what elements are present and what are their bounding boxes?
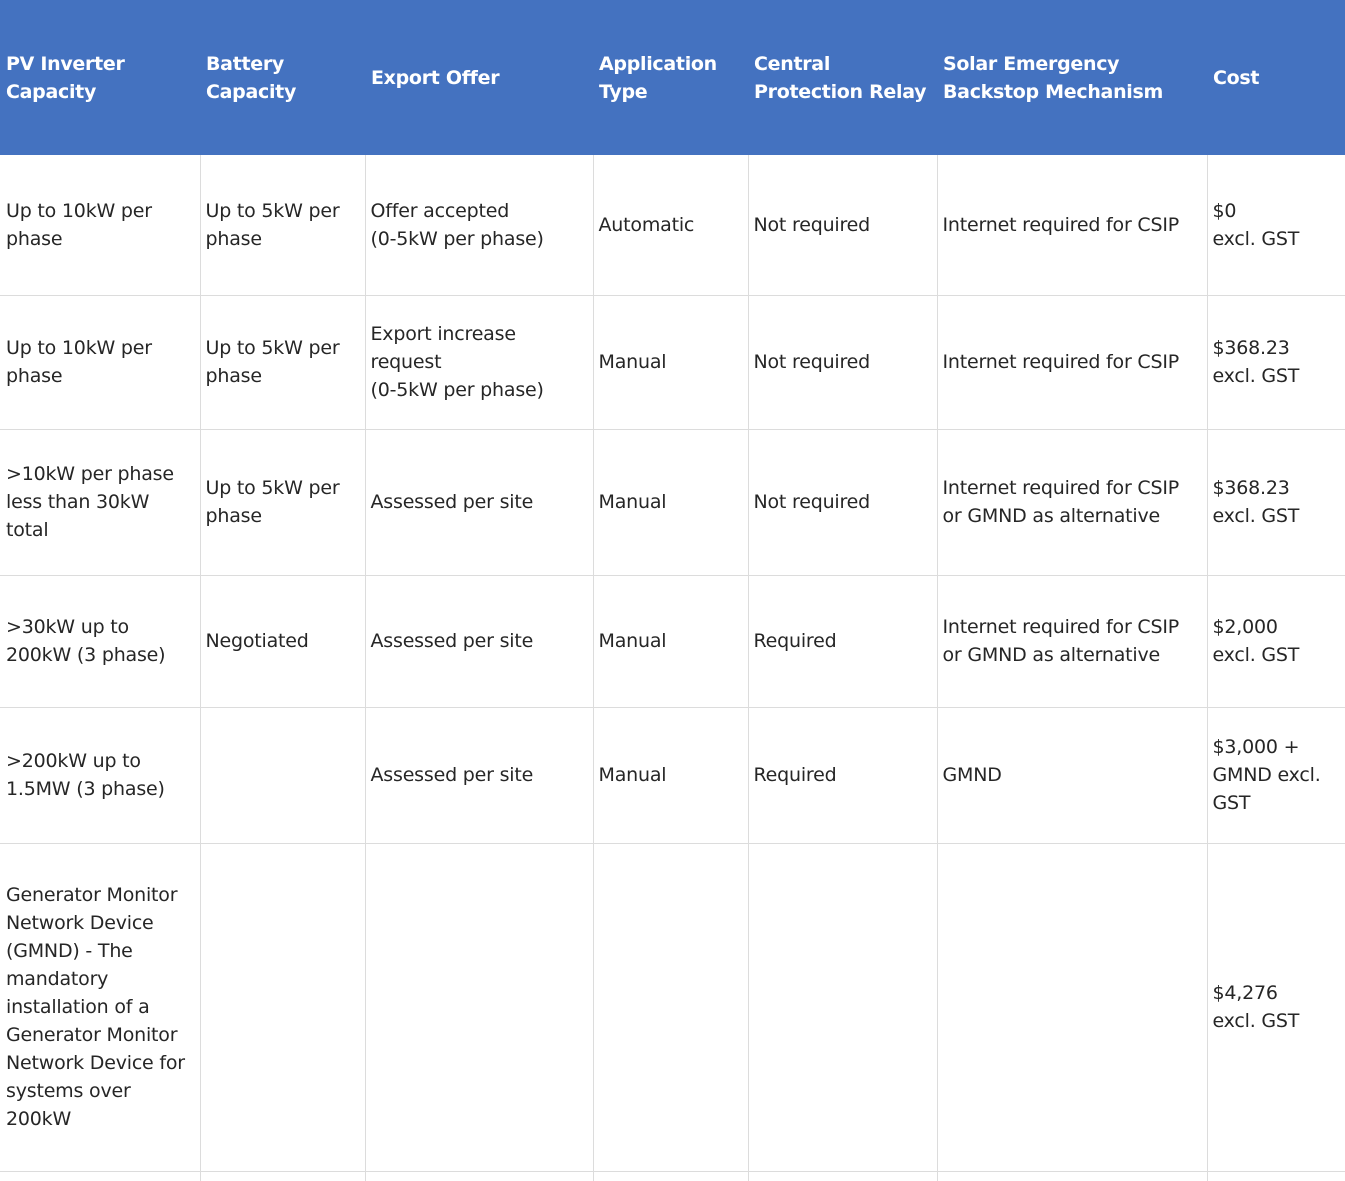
cell-cost: $368.23 excl. GST — [1207, 429, 1345, 575]
cell-pv-inverter-capacity: Generator Monitor Network Device (GMND) - The mandatory installation of a Generator Monitor Network Device for systems over 200kW — [0, 843, 200, 1171]
cell-application-type — [593, 843, 748, 1171]
header-battery-capacity: Battery Capacity — [200, 0, 365, 155]
cell-battery-capacity: Up to 5kW per phase — [200, 295, 365, 429]
table-row — [0, 1171, 1345, 1181]
cell-central-protection-relay: Not required — [748, 295, 937, 429]
cell-application-type: Manual — [593, 429, 748, 575]
table-body — [0, 155, 1345, 1181]
table-row — [0, 295, 1345, 429]
cell-central-protection-relay: Not required — [748, 429, 937, 575]
header-solar-emergency-backstop: Solar Emergency Backstop Mechanism — [937, 0, 1207, 155]
cell-export-offer — [365, 1171, 593, 1181]
cell-cost — [1207, 1171, 1345, 1181]
cell-battery-capacity — [200, 707, 365, 843]
cell-central-protection-relay: Required — [748, 707, 937, 843]
cell-cost: $0 excl. GST — [1207, 155, 1345, 295]
cell-application-type: Manual — [593, 575, 748, 707]
cell-battery-capacity — [200, 843, 365, 1171]
cell-export-offer: Assessed per site — [365, 575, 593, 707]
cell-central-protection-relay — [748, 1171, 937, 1181]
cell-cost: $2,000 excl. GST — [1207, 575, 1345, 707]
table-row — [0, 843, 1345, 1171]
cell-cost: $3,000 + GMND excl. GST — [1207, 707, 1345, 843]
cell-battery-capacity: Up to 5kW per phase — [200, 429, 365, 575]
header-pv-inverter-capacity: PV Inverter Capacity — [0, 0, 200, 155]
cell-solar-emergency-backstop: Internet required for CSIP — [937, 295, 1207, 429]
cell-pv-inverter-capacity: Up to 10kW per phase — [0, 155, 200, 295]
cell-central-protection-relay — [748, 843, 937, 1171]
cell-cost: $4,276 excl. GST — [1207, 843, 1345, 1171]
table-row — [0, 155, 1345, 295]
cell-central-protection-relay: Not required — [748, 155, 937, 295]
header-application-type: Application Type — [593, 0, 748, 155]
header-cost: Cost — [1207, 0, 1345, 155]
cell-application-type: Automatic — [593, 155, 748, 295]
cell-battery-capacity: Negotiated — [200, 575, 365, 707]
cell-solar-emergency-backstop — [937, 843, 1207, 1171]
header-row — [0, 0, 1345, 155]
cell-pv-inverter-capacity: >10kW per phase less than 30kW total — [0, 429, 200, 575]
cell-export-offer — [365, 843, 593, 1171]
cell-solar-emergency-backstop: Internet required for CSIP or GMND as alternative — [937, 429, 1207, 575]
cell-cost: $368.23 excl. GST — [1207, 295, 1345, 429]
table-header — [0, 0, 1345, 155]
cell-application-type: Manual — [593, 707, 748, 843]
cell-solar-emergency-backstop: Internet required for CSIP — [937, 155, 1207, 295]
cell-export-offer: Assessed per site — [365, 429, 593, 575]
cell-pv-inverter-capacity — [0, 1171, 200, 1181]
cell-export-offer: Assessed per site — [365, 707, 593, 843]
cell-pv-inverter-capacity: >200kW up to 1.5MW (3 phase) — [0, 707, 200, 843]
cell-solar-emergency-backstop: GMND — [937, 707, 1207, 843]
table-row — [0, 707, 1345, 843]
header-export-offer: Export Offer — [365, 0, 593, 155]
cell-application-type — [593, 1171, 748, 1181]
cell-battery-capacity: Up to 5kW per phase — [200, 155, 365, 295]
cell-pv-inverter-capacity: Up to 10kW per phase — [0, 295, 200, 429]
cell-solar-emergency-backstop — [937, 1171, 1207, 1181]
cell-export-offer: Offer accepted (0-5kW per phase) — [365, 155, 593, 295]
cell-export-offer: Export increase request (0-5kW per phase) — [365, 295, 593, 429]
cell-pv-inverter-capacity: >30kW up to 200kW (3 phase) — [0, 575, 200, 707]
table-row — [0, 429, 1345, 575]
cell-battery-capacity — [200, 1171, 365, 1181]
cell-application-type: Manual — [593, 295, 748, 429]
cell-solar-emergency-backstop: Internet required for CSIP or GMND as alternative — [937, 575, 1207, 707]
header-central-protection-relay: Central Protection Relay — [748, 0, 937, 155]
cell-central-protection-relay: Required — [748, 575, 937, 707]
table-row — [0, 575, 1345, 707]
